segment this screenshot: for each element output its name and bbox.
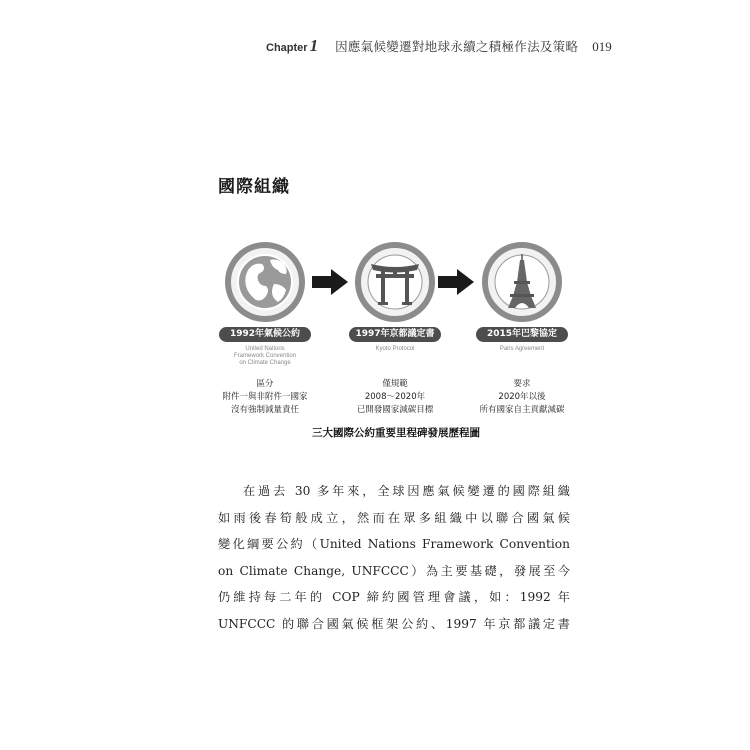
figure-caption: 三大國際公約重要里程碑發展歷程圖 — [312, 427, 480, 439]
body-line: 變化綱要公約（United Nations Framework Convention — [218, 537, 570, 551]
milestone-figure — [218, 238, 574, 450]
desc-line: 附件一與非附件一國家 — [222, 392, 308, 402]
milestone-english-1992 — [210, 346, 320, 367]
milestone-desc-2015 — [464, 378, 580, 417]
chapter-word: Chapter — [266, 42, 308, 54]
chapter-title: 因應氣候變遷對地球永續之積極作法及策略 — [335, 39, 579, 54]
page-number: 019 — [592, 39, 612, 54]
desc-line: 要求 — [513, 379, 531, 389]
milestone-label-2015: 2015年巴黎協定 — [476, 327, 568, 342]
milestone-label-1997: 1997年京都議定書 — [349, 327, 441, 342]
desc-line: 僅規範 — [382, 379, 408, 389]
arrow-right-icon-2 — [438, 269, 474, 295]
english-line: Paris Agreement — [499, 346, 545, 352]
torii-gate-icon — [358, 245, 432, 319]
body-line: 仍維持每二年的 COP 締約國管理會議，如：1992 年 — [218, 590, 570, 604]
english-line: Kyoto Protocol — [375, 346, 415, 352]
body-line: on Climate Change, UNFCCC）為主要基礎，發展至今 — [218, 563, 570, 578]
body-line: UNFCCC 的聯合國氣候框架公約、1997 年京都議定書 — [218, 616, 570, 631]
milestone-desc-1992 — [207, 378, 323, 417]
english-line: on Climate Change — [239, 360, 291, 366]
arrow-right-icon-1 — [312, 269, 348, 295]
section-heading: 國際組織 — [218, 177, 290, 197]
english-line: Framework Convention — [233, 353, 297, 359]
body-line: 在過去 30 多年來，全球因應氣候變遷的國際組織 — [243, 484, 570, 498]
milestone-english-2015 — [467, 346, 577, 353]
running-header — [266, 36, 612, 56]
body-paragraph — [218, 478, 570, 637]
english-line: United Nations — [245, 346, 285, 352]
chapter-number: 1 — [309, 36, 319, 55]
desc-line: 2008～2020年 — [364, 392, 426, 402]
desc-line: 沒有強制減量責任 — [230, 405, 299, 415]
body-line: 如雨後春筍般成立，然而在眾多組織中以聯合國氣候 — [218, 510, 570, 525]
eiffel-tower-icon — [485, 245, 559, 319]
desc-line: 2020年以後 — [498, 392, 546, 402]
milestone-label-1992: 1992年氣候公約 — [219, 327, 311, 342]
desc-line: 所有國家自主貢獻減碳 — [479, 405, 565, 415]
milestone-english-1997 — [340, 346, 450, 353]
globe-icon — [228, 245, 302, 319]
desc-line: 已開發國家減碳目標 — [356, 405, 434, 415]
desc-line: 區分 — [256, 379, 274, 389]
milestone-desc-1997 — [337, 378, 453, 417]
